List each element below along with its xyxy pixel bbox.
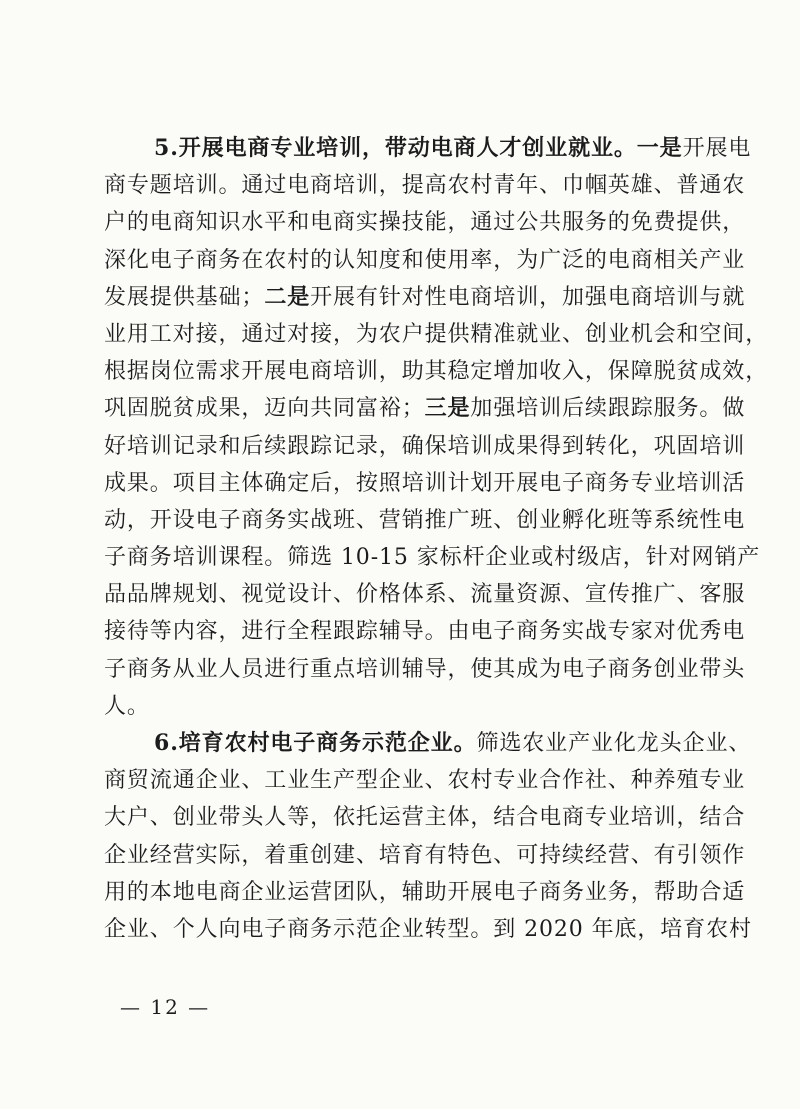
- section-6-line: [104, 725, 752, 762]
- paragraph-text: 开展电: [682, 136, 752, 161]
- page-number: — 12 —: [120, 995, 211, 1019]
- paragraph-line: 用的本地电商企业运营团队，辅助开展电子商务业务，帮助合适: [104, 879, 746, 905]
- section-5-line: [104, 130, 752, 167]
- paragraph-line: 大户、创业带头人等，依托运营主体，结合电商专业培训，结合: [104, 805, 746, 831]
- paragraph-text: 加强培训后续跟踪服务。做: [470, 396, 746, 422]
- paragraph-line: 户的电商知识水平和电商实操技能，通过公共服务的免费提供，: [104, 210, 746, 236]
- paragraph-line: 企业、个人向电子商务示范企业转型。到 2020 年底，培育农村: [104, 916, 752, 942]
- paragraph-line: 商贸流通企业、工业生产型企业、农村专业合作社、种养殖专业: [104, 768, 746, 794]
- paragraph-line: 动，开设电子商务实战班、营销推广班、创业孵化班等系统性电: [104, 507, 746, 533]
- section-5-heading: 5.开展电商专业培训，带动电商人才创业就业。: [154, 135, 637, 161]
- paragraph-line: 接待等内容，进行全程跟踪辅导。由电子商务实战专家对优秀电: [104, 619, 746, 645]
- paragraph-text: 发展提供基础；: [104, 284, 265, 310]
- paragraph-text: 开展有针对性电商培训，加强电商培训与就: [310, 284, 746, 310]
- paragraph-line: 好培训记录和后续跟踪记录，确保培训成果得到转化，巩固培训: [104, 433, 746, 459]
- paragraph-line: 深化电子商务在农村的认知度和使用率，为广泛的电商相关产业: [104, 247, 746, 273]
- section-6-heading: 6.培育农村电子商务示范企业。: [154, 730, 477, 756]
- paragraph-text: 巩固脱贫成果，迈向共同富裕；: [104, 396, 425, 422]
- paragraph-line: 人。: [104, 693, 150, 719]
- emphasis-third: 三是: [424, 395, 471, 422]
- paragraph-line: 子商务从业人员进行重点培训辅导，使其成为电子商务创业带头: [104, 656, 746, 682]
- paragraph-line: 成果。项目主体确定后，按照培训计划开展电子商务专业培训活: [104, 470, 746, 496]
- paragraph-line: 商专题培训。通过电商培训，提高农村青年、巾帼英雄、普通农: [104, 173, 746, 199]
- paragraph-line: 根据岗位需求开展电商培训，助其稳定增加收入，保障脱贫成效，: [104, 359, 769, 385]
- emphasis-second: 二是: [264, 283, 311, 310]
- paragraph-line: [104, 390, 746, 427]
- paragraph-line: [104, 279, 746, 316]
- paragraph-line: 品品牌规划、视觉设计、价格体系、流量资源、宣传推广、客服: [104, 582, 746, 608]
- emphasis-first: 一是: [636, 135, 683, 161]
- paragraph-line: 企业经营实际，着重创建、培育有特色、可持续经营、有引领作: [104, 842, 746, 868]
- paragraph-line: 子商务培训课程。筛选 10-15 家标杆企业或村级店，针对网销产: [104, 545, 761, 571]
- paragraph-text: 筛选农业产业化龙头企业、: [476, 731, 752, 756]
- paragraph-line: 业用工对接，通过对接，为农户提供精准就业、创业机会和空间，: [104, 321, 769, 347]
- body-text: [104, 130, 769, 948]
